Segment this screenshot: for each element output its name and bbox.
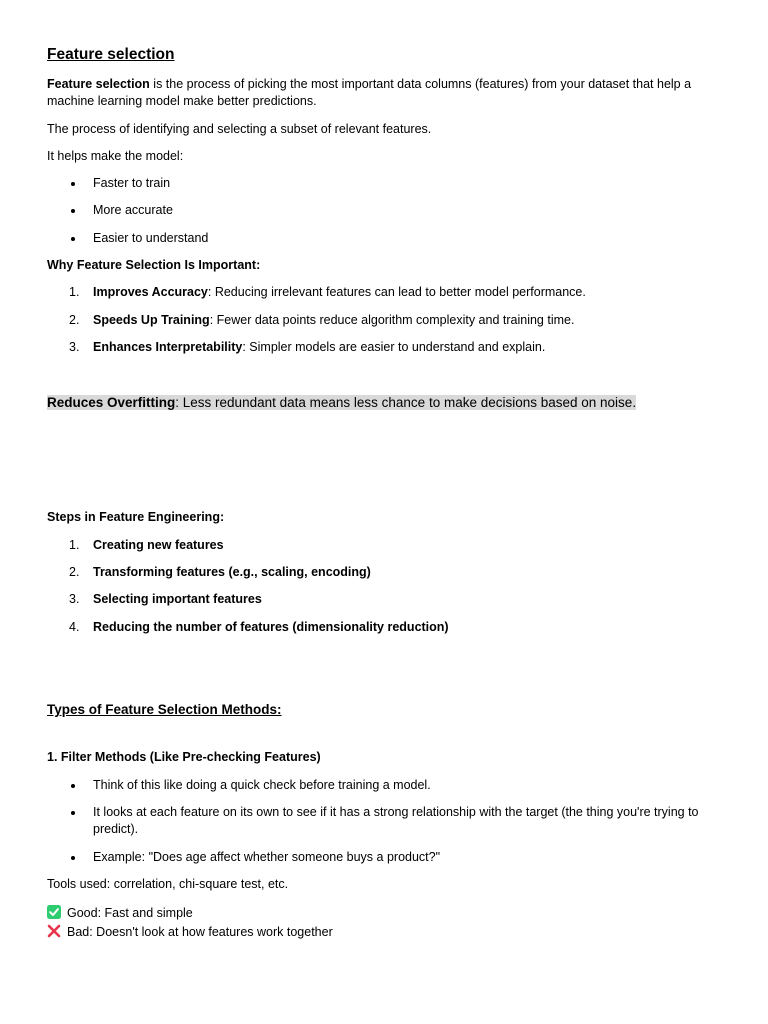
- intro-text: is the process of picking the most important data columns (features) from your dataset that help a machine learning model make better predictions.: [47, 77, 692, 108]
- list-item-text: : Simpler models are easier to understand and explain.: [242, 340, 546, 354]
- helps-label: It helps make the model:: [47, 149, 184, 163]
- list-number: 1.: [69, 538, 80, 552]
- list-item-text: More accurate: [93, 203, 173, 217]
- check-mark-icon: [47, 905, 61, 919]
- bullet-icon: [71, 856, 75, 860]
- tools-paragraph: Tools used: correlation, chi-square test, etc.: [47, 877, 289, 891]
- list-item-text: It looks at each feature on its own to see if it has a strong relationship with the target (the thing you're trying to predict).: [93, 805, 699, 836]
- good-text: Good: Fast and simple: [67, 906, 193, 920]
- why-heading: [47, 257, 718, 274]
- list-item-term: Speeds Up Training: [93, 313, 210, 327]
- definition-paragraph: The process of identifying and selecting a subset of relevant features.: [47, 122, 432, 136]
- list-number: 4.: [69, 620, 80, 634]
- bad-text: Bad: Doesn't look at how features work together: [67, 925, 333, 939]
- list-item: [47, 175, 718, 192]
- list-item-term: Improves Accuracy: [93, 285, 208, 299]
- list-item: [47, 339, 718, 356]
- list-item-text: Transforming features (e.g., scaling, encoding): [93, 565, 371, 579]
- bullet-icon: [71, 182, 75, 186]
- list-item: [47, 619, 718, 636]
- list-item: [47, 849, 718, 866]
- list-item-text: Example: "Does age affect whether someone buys a product?": [93, 850, 441, 864]
- overfitting-term: Reduces Overfitting: [47, 395, 176, 410]
- list-number: 2.: [69, 565, 80, 579]
- intro-term: Feature selection: [47, 77, 150, 91]
- bullet-icon: [71, 784, 75, 788]
- bullet-icon: [71, 209, 75, 213]
- list-item: [47, 202, 718, 219]
- intro-paragraph: [47, 76, 718, 110]
- list-item: [47, 777, 718, 794]
- bullet-icon: [71, 237, 75, 241]
- bad-line: [47, 924, 718, 941]
- list-item-text: Selecting important features: [93, 592, 262, 606]
- overfitting-note: [47, 394, 718, 412]
- list-item-text: Think of this like doing a quick check before training a model.: [93, 778, 431, 792]
- list-number: 1.: [69, 285, 80, 299]
- filter-heading: [47, 749, 718, 766]
- filter-heading-text: 1. Filter Methods (Like Pre-checking Features): [47, 750, 321, 764]
- list-item-text: Creating new features: [93, 538, 224, 552]
- list-item-text: Reducing the number of features (dimensionality reduction): [93, 620, 449, 634]
- list-item-text: : Reducing irrelevant features can lead to better model performance.: [207, 285, 586, 299]
- list-item: [47, 804, 718, 838]
- types-heading: Types of Feature Selection Methods:: [47, 702, 282, 717]
- list-item: [47, 230, 718, 247]
- cross-mark-icon: [47, 924, 61, 938]
- why-heading-text: Why Feature Selection Is Important:: [47, 258, 261, 272]
- overfitting-text: : Less redundant data means less chance to make decisions based on noise.: [175, 395, 637, 410]
- list-item: [47, 312, 718, 329]
- list-item: [47, 284, 718, 301]
- list-item-term: Enhances Interpretability: [93, 340, 243, 354]
- steps-heading-text: Steps in Feature Engineering:: [47, 510, 225, 524]
- list-number: 3.: [69, 592, 80, 606]
- list-item: [47, 537, 718, 554]
- good-line: [47, 905, 718, 922]
- page-title: Feature selection: [47, 46, 175, 63]
- list-item-text: : Fewer data points reduce algorithm complexity and training time.: [209, 313, 575, 327]
- list-item: [47, 564, 718, 581]
- list-number: 2.: [69, 313, 80, 327]
- list-item: [47, 591, 718, 608]
- list-item-text: Faster to train: [93, 176, 171, 190]
- list-item-text: Easier to understand: [93, 231, 209, 245]
- bullet-icon: [71, 811, 75, 815]
- highlighted-text: [47, 395, 636, 410]
- list-number: 3.: [69, 340, 80, 354]
- steps-heading: [47, 509, 718, 526]
